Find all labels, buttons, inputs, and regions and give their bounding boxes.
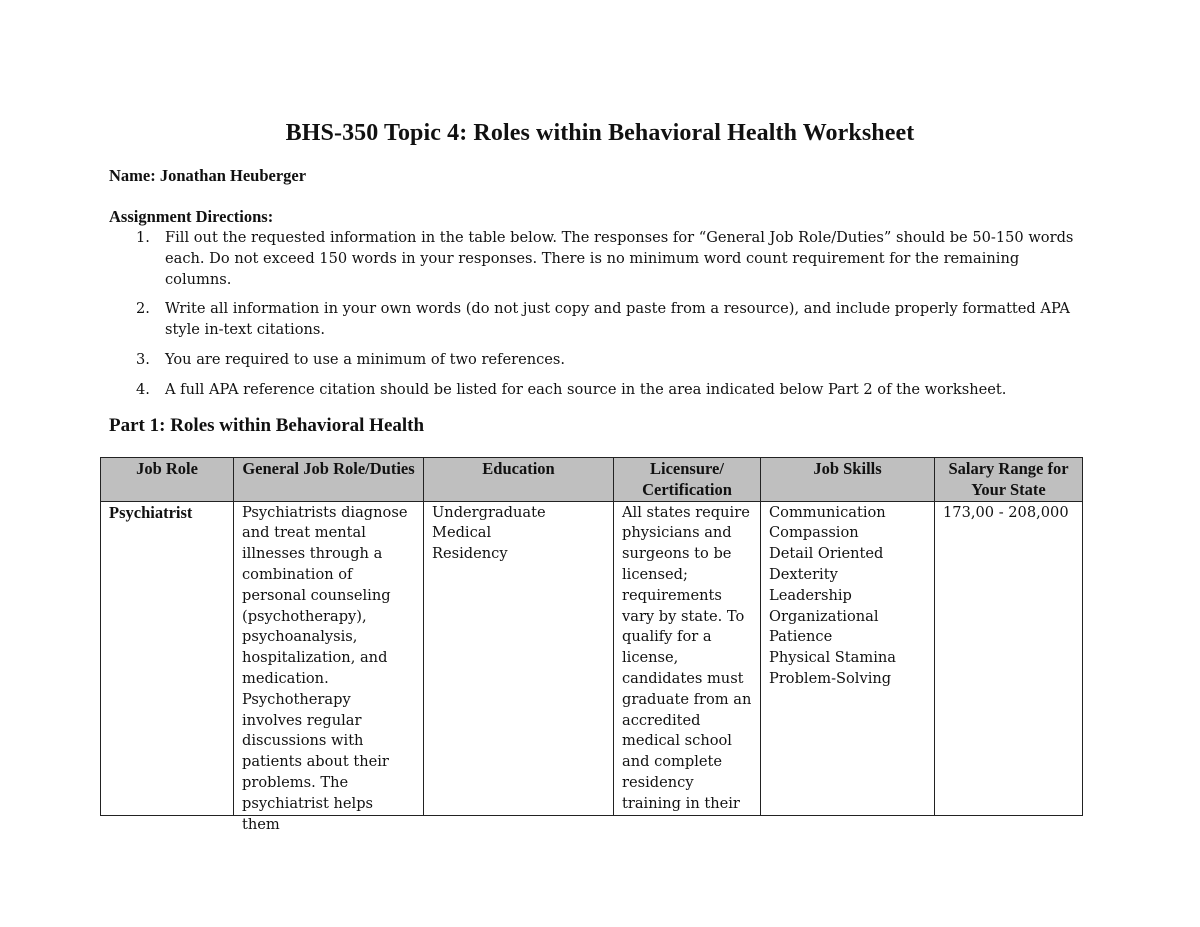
cell-duties [234,501,424,833]
cell-job-role [101,501,234,815]
roles-table [100,457,1083,833]
skill-item: Leadership [769,586,852,604]
skill-item: Compassion [769,524,859,542]
cell-education [424,501,614,815]
part1-heading: Part 1: Roles within Behavioral Health [109,415,425,436]
skill-item: Communication [769,503,886,521]
education-list [432,503,605,815]
header-job-role: Job Role [101,458,234,502]
direction-item [109,350,1079,371]
skill-item: Detail Oriented [769,545,884,563]
header-skills: Job Skills [761,458,935,502]
direction-number: 3. [136,350,150,368]
header-duties: General Job Role/Duties [234,458,424,502]
direction-item [109,228,1079,290]
salary-text: 173,00 - 208,000 [943,503,1069,521]
cell-licensure [614,501,761,815]
skill-item: Dexterity [769,565,838,583]
cell-skills [761,501,935,815]
table-header-row [101,458,1083,502]
duties-text: Psychiatrists diagnose and treat mental illnesses through a combination of personal counseling (psychotherapy), psychoanalysis, hospitalization, and medication. Psychotherapy involves regular discussions with patients about their problems. The psychiatrist helps them [242,503,408,833]
direction-number: 1. [136,229,150,246]
direction-number: 2. [136,300,150,318]
page-title: BHS-350 Topic 4: Roles within Behavioral Health Worksheet [285,120,915,146]
direction-number: 4. [136,380,150,398]
skill-item: Problem-Solving [769,669,892,687]
header-licensure: Licensure/ Certification [614,458,761,502]
direction-text: A full APA reference citation should be listed for each source in the area indicated below Part 2 of the worksheet. [165,380,1007,398]
skill-item: Organizational [769,607,879,625]
directions-list [109,228,1079,410]
job-role-text: Psychiatrist [109,502,193,522]
header-education: Education [424,458,614,502]
cell-salary [935,501,1083,815]
direction-item [109,380,1079,401]
direction-text: You are required to use a minimum of two references. [165,350,566,368]
skills-list [769,503,926,815]
header-salary: Salary Range for Your State [935,458,1083,502]
direction-text: Write all information in your own words (do not just copy and paste from a resource), and include properly formatted APA style in-text citations. [165,300,1070,339]
directions-heading: Assignment Directions: [109,207,274,226]
student-name: Name: Jonathan Heuberger [109,166,307,185]
education-item: Undergraduate [432,503,546,521]
education-item: Residency [432,545,508,563]
licensure-text: All states require physicians and surgeons to be licensed; requirements vary by state. To qualify for a license, candidates must graduate from an accredited medical school and complete residency training in their [622,503,752,812]
table-row [101,501,1083,815]
skill-item: Patience [769,628,833,646]
direction-text: Fill out the requested information in the table below. The responses for “General Job Role/Duties” should be 50-150 words each. Do not exceed 150 words in your responses. There is no minimum word count requirement for the remaining columns. [165,229,1074,288]
skill-item: Physical Stamina [769,649,896,667]
direction-item [109,299,1079,341]
education-item: Medical [432,524,492,542]
